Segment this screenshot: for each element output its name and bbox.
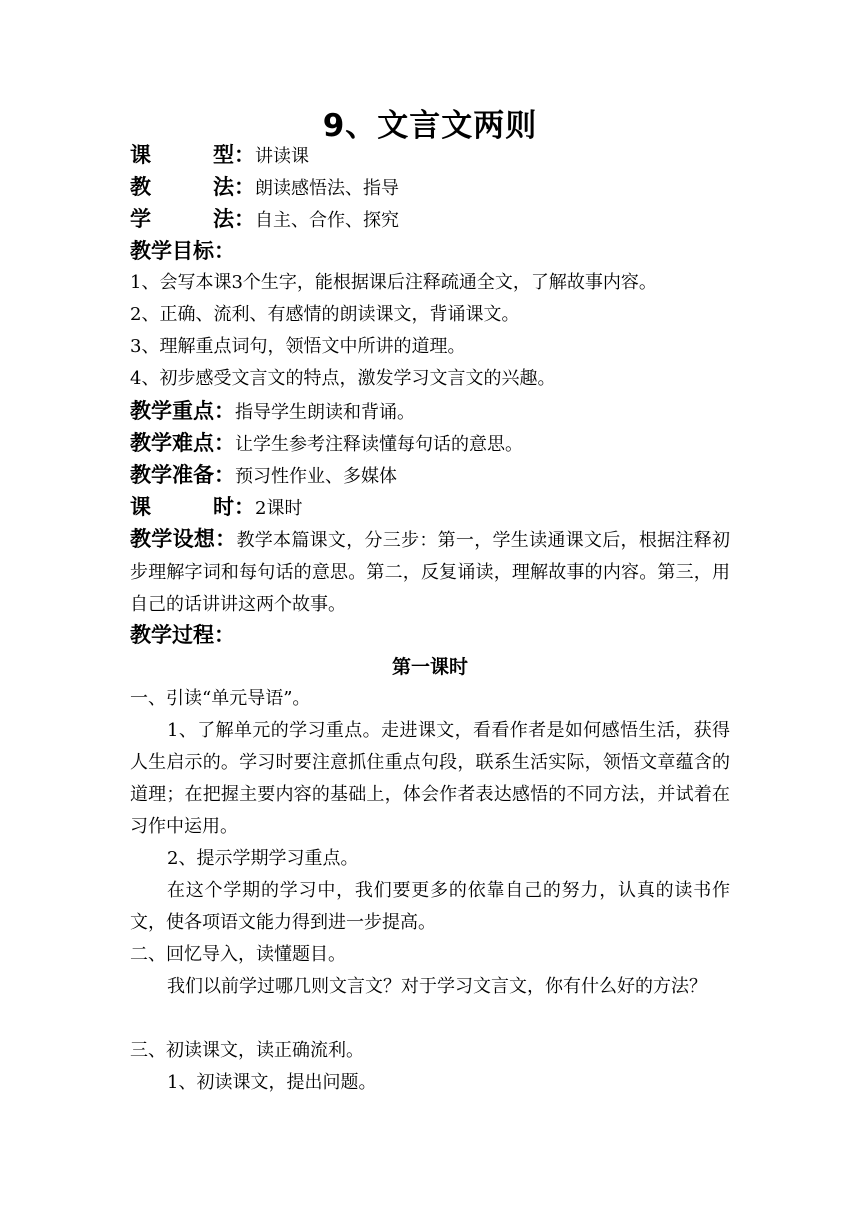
lesson-heading: 第一课时 bbox=[391, 656, 468, 678]
field-difficulty: 教学难点：让学生参考注释读懂每句话的意思。 bbox=[130, 427, 523, 459]
process-heading: 教学过程： bbox=[130, 623, 235, 647]
field-preparation-value: 预习性作业、多媒体 bbox=[235, 466, 397, 487]
paragraph: 我们以前学过哪几则文言文？对于学习文言文，你有什么好的方法？ bbox=[167, 976, 707, 997]
field-type-label: 课 型 bbox=[130, 143, 234, 167]
section-title: 三、初读课文，读正确流利。 bbox=[130, 1040, 364, 1061]
field-key-point: 教学重点：指导学生朗读和背诵。 bbox=[130, 395, 415, 427]
field-teaching-method-label: 教 法 bbox=[130, 175, 234, 199]
field-learning-method-label: 学 法 bbox=[130, 207, 234, 231]
paragraph: 1、初读课文，提出问题。 bbox=[167, 1072, 377, 1093]
design-text: 教学本篇课文，分三步：第一，学生读通课文后，根据注释初步理解字词和每句话的意思。第二，反复诵读，理解故事的内容。第三，用自己的话讲讲这两个故事。 bbox=[130, 530, 730, 615]
field-teaching-method: 教 法 ：朗读感悟法、指导 bbox=[130, 171, 399, 203]
field-key-point-label: 教学重点 bbox=[130, 399, 214, 423]
goal-item: 1、会写本课3个生字，能根据课后注释疏通全文，了解故事内容。 bbox=[130, 272, 657, 293]
section-title: 二、回忆导入，读懂题目。 bbox=[130, 944, 346, 965]
paragraph: 1、了解单元的学习重点。走进课文，看看作者是如何感悟生活，获得人生启示的。学习时要注意抓住重点句段，联系生活实际，领悟文章蕴含的道理；在把握主要内容的基础上，体会作者表达感悟的不同方法，并试着在习作中运用。 bbox=[130, 720, 730, 837]
design-label: 教学设想： bbox=[130, 527, 237, 551]
field-preparation: 教学准备：预习性作业、多媒体 bbox=[130, 459, 397, 491]
section-title: 一、引读“单元导语”。 bbox=[130, 688, 311, 709]
field-difficulty-value: 让学生参考注释读懂每句话的意思。 bbox=[235, 434, 523, 455]
goals-heading: 教学目标： bbox=[130, 239, 235, 263]
paragraph: 2、提示学期学习重点。 bbox=[167, 848, 359, 869]
field-hours-label: 课 时 bbox=[130, 495, 234, 519]
field-type-value: 讲读课 bbox=[255, 146, 309, 167]
goal-item: 3、理解重点词句，领悟文中所讲的道理。 bbox=[130, 336, 466, 357]
field-teaching-method-value: 朗读感悟法、指导 bbox=[255, 178, 399, 199]
field-type: 课 型 ：讲读课 bbox=[130, 139, 309, 171]
field-hours: 课 时 ：2课时 bbox=[130, 491, 302, 523]
field-hours-value: 2课时 bbox=[255, 498, 303, 519]
goal-item: 2、正确、流利、有感情的朗读课文，背诵课文。 bbox=[130, 304, 520, 325]
design-paragraph bbox=[130, 523, 730, 621]
field-learning-method-value: 自主、合作、探究 bbox=[255, 210, 399, 231]
page-title: 9、文言文两则 bbox=[322, 108, 538, 144]
paragraph: 在这个学期的学习中，我们要更多的依靠自己的努力，认真的读书作文，使各项语文能力得到进一步提高。 bbox=[130, 880, 730, 933]
goal-item: 4、初步感受文言文的特点，激发学习文言文的兴趣。 bbox=[130, 368, 556, 389]
field-learning-method: 学 法 ：自主、合作、探究 bbox=[130, 203, 399, 235]
field-key-point-value: 指导学生朗读和背诵。 bbox=[235, 402, 415, 423]
field-difficulty-label: 教学难点 bbox=[130, 431, 214, 455]
field-preparation-label: 教学准备 bbox=[130, 463, 214, 487]
